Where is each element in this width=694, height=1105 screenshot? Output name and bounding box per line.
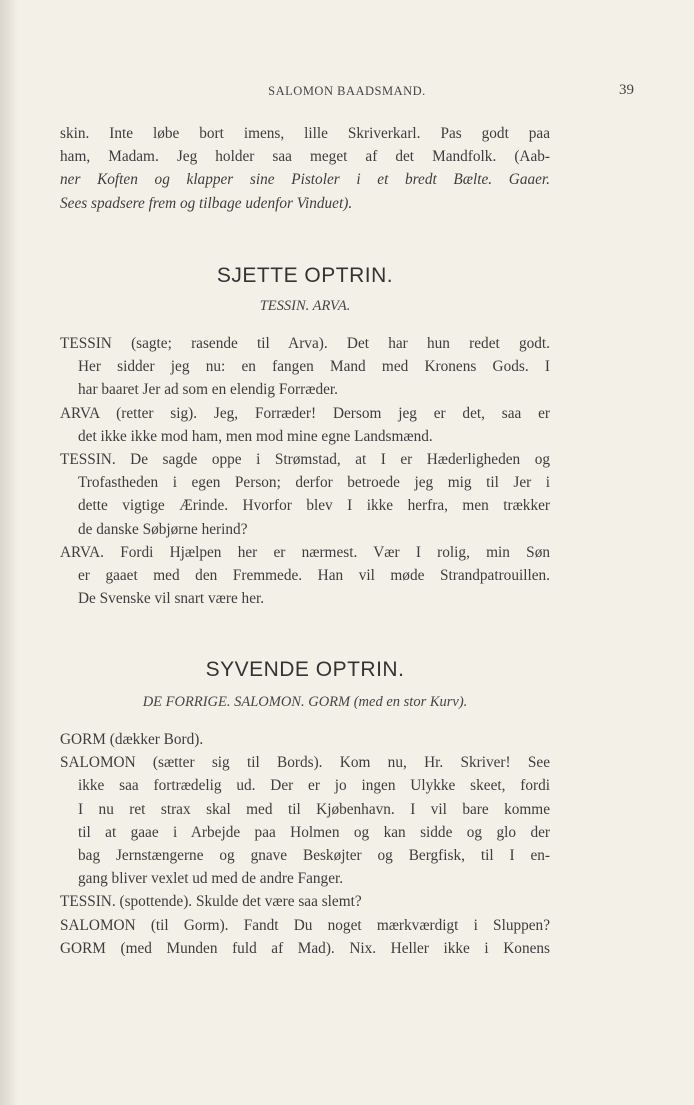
scene-heading: SJETTE OPTRIN. <box>216 264 394 287</box>
dialogue-block <box>60 728 550 960</box>
text-line: SALOMON (til Gorm). Fandt Du noget mærkværdigt i Sluppen? <box>60 916 550 934</box>
text-line: TESSIN. De sagde oppe i Strømstad, at I er Hæderligheden og <box>60 451 550 469</box>
scene-heading: SYVENDE OPTRIN. <box>205 658 405 681</box>
text-line: Sees spadsere frem og tilbage udenfor Vinduet). <box>60 194 353 212</box>
text-line: I nu ret strax skal med til Kjøbenhavn. I vil bare komme <box>78 800 550 818</box>
text-line: TESSIN. (spottende). Skulde det være saa slemt? <box>60 893 362 911</box>
text-line: bag Jernstængerne og gnave Beskøjter og Bergfisk, til I en- <box>78 847 550 865</box>
text-line: dette vigtige Ærinde. Hvorfor blev I ikke herfra, men trækker <box>78 497 550 515</box>
page-header <box>60 84 634 104</box>
page-number: 39 <box>619 82 634 98</box>
text-line: ARVA. Fordi Hjælpen her er nærmest. Vær I rolig, min Søn <box>60 543 550 561</box>
text-line: Trofastheden i egen Person; derfor betroede jeg mig til Jer i <box>78 474 550 492</box>
dialogue-block <box>60 332 550 610</box>
paragraph-continuation <box>60 122 550 215</box>
text-line: er gaaet med den Fremmede. Han vil møde Strandpatrouillen. <box>78 567 550 585</box>
text-line: ARVA (retter sig). Jeg, Forræder! Dersom jeg er det, saa er <box>60 404 550 422</box>
text-line: skin. Inte løbe bort imens, lille Skriverkarl. Pas godt paa <box>60 125 550 142</box>
scene-cast: TESSIN. ARVA. <box>259 298 351 314</box>
text-line: De Svenske vil snart være her. <box>78 590 265 608</box>
text-line: ham, Madam. Jeg holder saa meget af det Mandfolk. (Aab- <box>60 148 550 166</box>
text-line: Her sidder jeg nu: en fangen Mand med Kronens Gods. I <box>78 358 550 376</box>
text-line: ner Koften og klapper sine Pistoler i et bredt Bælte. Gaaer. <box>60 171 550 189</box>
text-line: GORM (dækker Bord). <box>60 731 204 748</box>
text-line: GORM (med Munden fuld af Mad). Nix. Heller ikke i Konens <box>60 939 550 957</box>
scene-cast: DE FORRIGE. SALOMON. GORM (med en stor Kurv). <box>142 694 468 710</box>
text-line: de danske Søbjørne herind? <box>78 520 248 538</box>
text-line: til at gaae i Arbejde paa Holmen og kan sidde og glo der <box>78 823 550 841</box>
text-line: TESSIN (sagte; rasende til Arva). Det har hun redet godt. <box>60 335 550 352</box>
text-line: SALOMON (sætter sig til Bords). Kom nu, Hr. Skriver! See <box>60 754 550 772</box>
text-line: gang bliver vexlet ud med de andre Fanger. <box>78 870 344 888</box>
page-gutter-shadow <box>0 0 18 1105</box>
text-line: ikke saa fortrædelig ud. Der er jo ingen Ulykke skeet, fordi <box>78 777 550 795</box>
running-title: SALOMON BAADSMAND. <box>268 84 426 98</box>
text-line: har baaret Jer ad som en elendig Forræder. <box>78 381 338 399</box>
text-line: det ikke ikke mod ham, men mod mine egne Landsmænd. <box>78 427 433 445</box>
